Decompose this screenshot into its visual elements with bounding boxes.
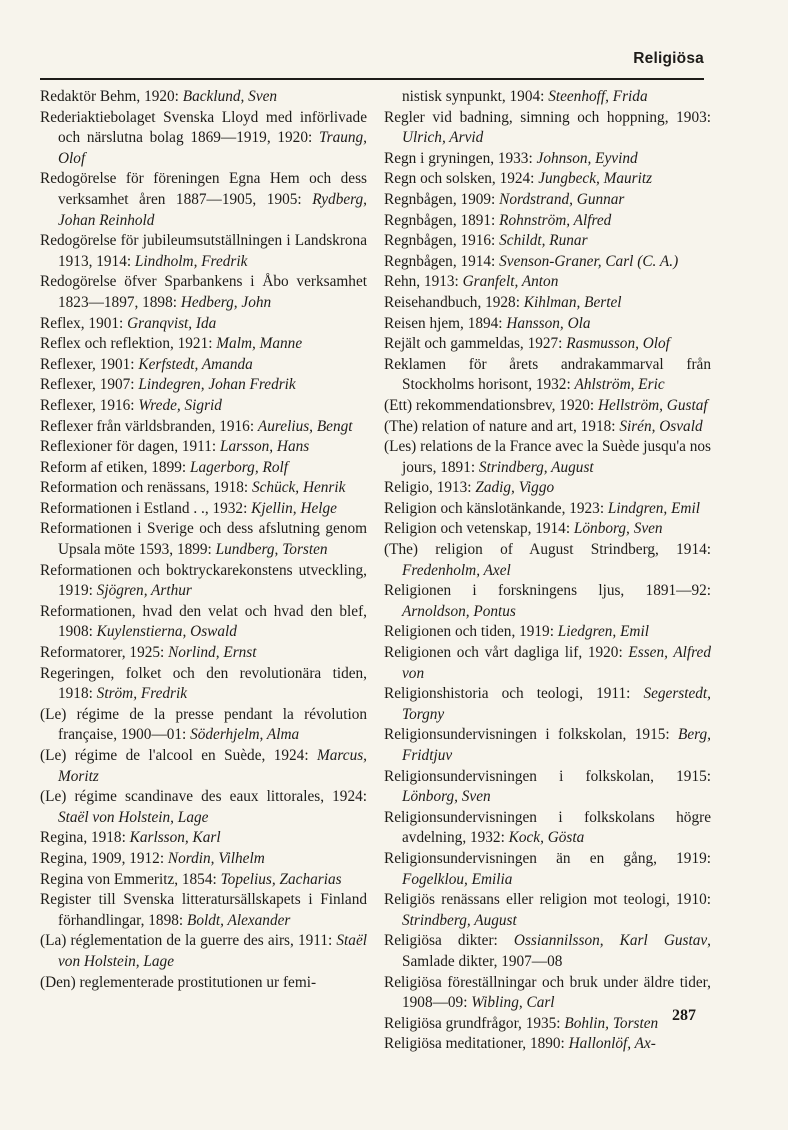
index-entry	[40, 417, 367, 438]
entry-title: Reformationen och boktryckarekonstens utveckling, 1919:	[40, 561, 367, 600]
index-entry	[384, 211, 711, 232]
entry-author: Wrede, Sigrid	[138, 396, 222, 414]
entry-author: Granqvist, Ida	[127, 314, 217, 332]
entry-author: Arnoldson, Pontus	[402, 602, 516, 620]
entry-title: Reformationen i Sverige och dess afslutning genom Upsala möte 1593, 1899:	[40, 520, 367, 559]
entry-title: Religionsundervisningen än en gång, 1919:	[384, 849, 711, 867]
entry-author: Staël von Holstein, Lage	[58, 932, 367, 970]
index-entry	[40, 931, 367, 972]
entry-title: Regina, 1909, 1912:	[40, 849, 168, 867]
entry-author: Karlsson, Karl	[129, 829, 221, 847]
entry-title: Redogörelse för föreningen Egna Hem och dess verksamhet åren 1887—1905, 1905:	[40, 170, 367, 208]
entry-author: Malm, Manne	[216, 335, 303, 353]
index-entry	[384, 169, 711, 190]
entry-author: Rasmusson, Olof	[566, 335, 670, 353]
index-entry	[384, 417, 711, 438]
entry-author: Jungbeck, Mauritz	[538, 170, 653, 188]
entry-title: Religion och vetenskap, 1914:	[384, 520, 574, 538]
entry-author: Sirén, Osvald	[619, 417, 703, 435]
entry-author: Schildt, Runar	[499, 232, 588, 250]
entry-author: Kihlman, Bertel	[523, 293, 622, 311]
entry-title: Redogörelse öfver Sparbankens i Åbo verksamhet 1823—1897, 1898:	[40, 273, 367, 311]
entry-title: Religionsundervisningen i folkskolan, 1915:	[384, 726, 678, 744]
entry-title: Redogörelse för jubileumsutställningen i Landskrona 1913, 1914:	[40, 232, 367, 270]
entry-author: Bohlin, Torsten	[564, 1014, 659, 1032]
entry-title: Rederiaktiebolaget Svenska Lloyd med införlivade och närslutna bolag 1869—1919, 1920:	[40, 108, 367, 147]
entry-title: Regina von Emmeritz, 1854:	[40, 870, 221, 888]
entry-title: Reflex, 1901:	[40, 314, 128, 332]
index-entry	[384, 849, 711, 890]
entry-author: Ahlström, Eric	[574, 376, 665, 394]
entry-title: Religionsundervisningen i folkskolans högre avdelning, 1932:	[384, 808, 711, 847]
entry-author: Nordstrand, Gunnar	[499, 190, 625, 208]
index-entry	[40, 375, 367, 396]
entry-author: Ström, Fredrik	[96, 685, 188, 703]
entry-author: Steenhoff, Frida	[548, 88, 648, 105]
entry-author: Schück, Henrik	[251, 479, 346, 497]
index-entry	[40, 478, 367, 499]
entry-author: Ulrich, Arvid	[402, 129, 484, 147]
entry-title: (Les) relations de la France avec la Suède jusqu'a nos jours, 1891:	[384, 438, 711, 476]
entry-author: Kerfstedt, Amanda	[138, 355, 253, 373]
entry-author: Strindberg, August	[478, 458, 594, 476]
entry-title: Religionen och vårt dagliga lif, 1920:	[384, 644, 629, 662]
entry-author: Backlund, Sven	[182, 88, 278, 105]
entry-author: Rohnström, Alfred	[499, 211, 612, 229]
entry-title: Reflexer, 1907:	[40, 376, 139, 394]
index-entry	[40, 643, 367, 664]
entry-author: Hellström, Gustaf	[597, 396, 708, 414]
index-entry	[384, 931, 711, 972]
index-entry	[40, 602, 367, 643]
index-entry	[384, 540, 711, 581]
entry-author: Ossiannilsson, Karl Gustav	[513, 932, 708, 950]
entry-title: Religionen i forskningens ljus, 1891—92:	[384, 582, 711, 600]
entry-title: Reflexer från världsbranden, 1916:	[40, 417, 258, 435]
header-rule	[40, 78, 704, 80]
entry-author: Wibling, Carl	[471, 994, 555, 1012]
entry-author: Rydberg, Johan Reinhold	[58, 190, 367, 229]
index-entry	[384, 684, 711, 725]
index-entry	[40, 705, 367, 746]
entry-author: Johnson, Eyvind	[536, 149, 638, 167]
entry-author: Nordin, Vilhelm	[167, 849, 265, 867]
page-number: 287	[672, 1007, 696, 1024]
entry-title: Religiösa grundfrågor, 1935:	[384, 1014, 565, 1032]
index-entry	[40, 561, 367, 602]
index-entry	[384, 478, 711, 499]
entry-title: Regnbågen, 1891:	[384, 211, 500, 229]
index-entry	[40, 664, 367, 705]
entry-title: Reformatorer, 1925:	[40, 644, 169, 662]
index-entry	[40, 231, 367, 272]
right-column	[384, 87, 711, 1055]
entry-author: Zadig, Viggo	[475, 479, 555, 497]
entry-title: Reformation och renässans, 1918:	[40, 479, 252, 497]
index-entry	[384, 437, 711, 478]
entry-author: Larsson, Hans	[219, 438, 310, 456]
entry-author: Lindegren, Johan Fredrik	[138, 376, 296, 394]
entry-author: Strindberg, August	[402, 911, 517, 929]
index-entry	[384, 808, 711, 849]
entry-author: Kuylenstierna, Oswald	[96, 623, 237, 641]
entry-author: Marcus, Moritz	[58, 747, 367, 785]
entry-author: Lindgren, Emil	[607, 499, 700, 517]
entry-title: Reklamen för årets andrakammarval från Stockholms horisont, 1932:	[384, 355, 711, 394]
index-entry	[40, 499, 367, 520]
index-entry	[384, 519, 711, 540]
index-entry	[384, 1014, 711, 1035]
index-entry	[40, 890, 367, 931]
index-entry	[384, 725, 711, 766]
entry-author: Kjellin, Helge	[251, 499, 337, 517]
index-entry	[384, 293, 711, 314]
entry-title: Register till Svenska litteratursällskapets i Finland förhandlingar, 1898:	[40, 891, 367, 929]
entry-title: Rehn, 1913:	[384, 273, 463, 291]
index-entry	[40, 314, 367, 335]
entry-author: Granfelt, Anton	[462, 273, 559, 291]
entry-title: Regnbågen, 1914:	[384, 252, 500, 270]
index-entry	[40, 787, 367, 828]
entry-author: Söderhjelm, Alma	[190, 726, 300, 744]
entry-title: Reflex och reflektion, 1921:	[40, 335, 217, 353]
entry-author: Fredenholm, Axel	[402, 561, 511, 579]
entry-title: Regnbågen, 1909:	[384, 190, 500, 208]
entry-title: Religiös renässans eller religion mot teologi, 1910:	[384, 891, 711, 909]
entry-title: Reflexioner för dagen, 1911:	[40, 438, 220, 456]
entry-title: nistisk synpunkt, 1904:	[402, 88, 549, 105]
entry-title: Reflexer, 1901:	[40, 355, 139, 373]
entry-title: (Den) reglementerade prostitutionen ur femi-	[40, 973, 317, 991]
entry-title: (La) réglementation de la guerre des airs, 1911:	[40, 932, 337, 950]
entry-title: Reform af etiken, 1899:	[40, 458, 190, 476]
entry-author: Svenson-Graner, Carl (C. A.)	[499, 252, 679, 270]
entry-author: Liedgren, Emil	[557, 623, 649, 641]
index-entry	[384, 314, 711, 335]
index-entry	[384, 622, 711, 643]
entry-author: Boldt, Alexander	[186, 911, 291, 929]
index-entry	[384, 190, 711, 211]
entry-author: Lönborg, Sven	[402, 788, 491, 806]
entry-title: Regnbågen, 1916:	[384, 232, 500, 250]
entry-title: Reflexer, 1916:	[40, 396, 139, 414]
entry-author: Berg, Fridtjuv	[402, 726, 711, 764]
index-entry	[384, 252, 711, 273]
entry-title: Regeringen, folket och den revolutionära tiden, 1918:	[40, 664, 367, 703]
entry-author: Traung, Olof	[58, 129, 367, 167]
index-entry	[40, 355, 367, 376]
index-entry	[40, 87, 367, 108]
index-entry	[384, 1034, 711, 1055]
index-entry	[384, 149, 711, 170]
index-entry	[384, 87, 711, 108]
entry-title: (The) religion of August Strindberg, 1914:	[384, 541, 711, 559]
index-entry	[384, 581, 711, 622]
entry-title: Religionen och tiden, 1919:	[384, 623, 558, 641]
entry-title: Regn i gryningen, 1933:	[384, 149, 537, 167]
index-entry	[40, 870, 367, 891]
entry-title: Religiösa föreställningar och bruk under äldre tider, 1908—09:	[384, 973, 711, 1012]
entry-author: Aurelius, Bengt	[257, 417, 353, 435]
entry-title: Religion och känslotänkande, 1923:	[384, 499, 608, 517]
entry-author: Topelius, Zacharias	[220, 870, 342, 888]
index-entry	[40, 458, 367, 479]
entry-author: Lagerborg, Rolf	[189, 458, 288, 476]
index-entry	[40, 849, 367, 870]
index-entry	[40, 272, 367, 313]
entry-title: Reformationen, hvad den velat och hvad den blef, 1908:	[40, 602, 367, 641]
left-column	[40, 87, 367, 993]
entry-author: Norlind, Ernst	[168, 644, 257, 662]
index-entry	[40, 169, 367, 231]
entry-title: (Ett) rekommendationsbrev, 1920:	[384, 396, 598, 414]
entry-title: Regn och solsken, 1924:	[384, 170, 539, 188]
index-entry	[40, 334, 367, 355]
entry-title: (Le) régime de la presse pendant la révolution française, 1900—01:	[40, 705, 367, 744]
entry-author: Fogelklou, Emilia	[402, 870, 513, 888]
entry-title: Redaktör Behm, 1920:	[40, 88, 183, 105]
entry-author: Lundberg, Torsten	[215, 541, 328, 559]
entry-title: Religionsundervisningen i folkskolan, 1915:	[384, 767, 711, 785]
running-header: Religiösa	[633, 50, 704, 67]
entry-title: Religio, 1913:	[384, 479, 476, 497]
index-entry	[40, 396, 367, 417]
entry-author: Kock, Gösta	[508, 829, 585, 847]
index-entry	[40, 746, 367, 787]
entry-title: Religionshistoria och teologi, 1911:	[384, 685, 644, 703]
index-entry	[40, 519, 367, 560]
entry-author: Lönborg, Sven	[573, 520, 663, 538]
entry-author: Lindholm, Fredrik	[134, 252, 248, 270]
index-entry	[384, 973, 711, 1014]
index-entry	[40, 108, 367, 170]
index-entry	[40, 973, 367, 994]
entry-author: Sjögren, Arthur	[96, 582, 192, 600]
entry-title: (Le) régime scandinave des eaux littorales, 1924:	[40, 788, 367, 806]
index-entry	[384, 231, 711, 252]
index-entry	[384, 643, 711, 684]
entry-title: Reformationen i Estland . ., 1932:	[40, 499, 252, 517]
index-entry	[384, 499, 711, 520]
index-entry	[384, 355, 711, 396]
entry-author: Hansson, Ola	[506, 314, 591, 332]
entry-title: (Le) régime de l'alcool en Suède, 1924:	[40, 747, 317, 764]
index-entry	[384, 108, 711, 149]
entry-title: Reisehandbuch, 1928:	[384, 293, 524, 311]
entry-title: Reisen hjem, 1894:	[384, 314, 507, 332]
index-entry	[384, 767, 711, 808]
entry-title: (The) relation of nature and art, 1918:	[384, 417, 620, 435]
entry-title: Religiösa meditationer, 1890:	[384, 1035, 569, 1053]
entry-title: Religiösa dikter:	[384, 932, 514, 950]
entry-author: Hallonlöf, Ax-	[568, 1035, 656, 1053]
entry-suffix: , Samlade dikter, 1907—08	[402, 932, 711, 970]
entry-author: Hedberg, John	[180, 293, 272, 311]
index-entry	[40, 437, 367, 458]
entry-author: Staël von Holstein, Lage	[58, 808, 209, 826]
entry-title: Regler vid badning, simning och hoppning, 1903:	[384, 108, 711, 126]
index-entry	[384, 334, 711, 355]
index-entry	[384, 890, 711, 931]
entry-title: Regina, 1918:	[40, 829, 130, 847]
index-entry	[384, 396, 711, 417]
index-entry	[384, 272, 711, 293]
entry-author: Essen, Alfred von	[402, 644, 711, 682]
entry-author: Segerstedt, Torgny	[402, 685, 711, 723]
entry-title: Rejält och gammeldas, 1927:	[384, 335, 567, 353]
index-entry	[40, 828, 367, 849]
